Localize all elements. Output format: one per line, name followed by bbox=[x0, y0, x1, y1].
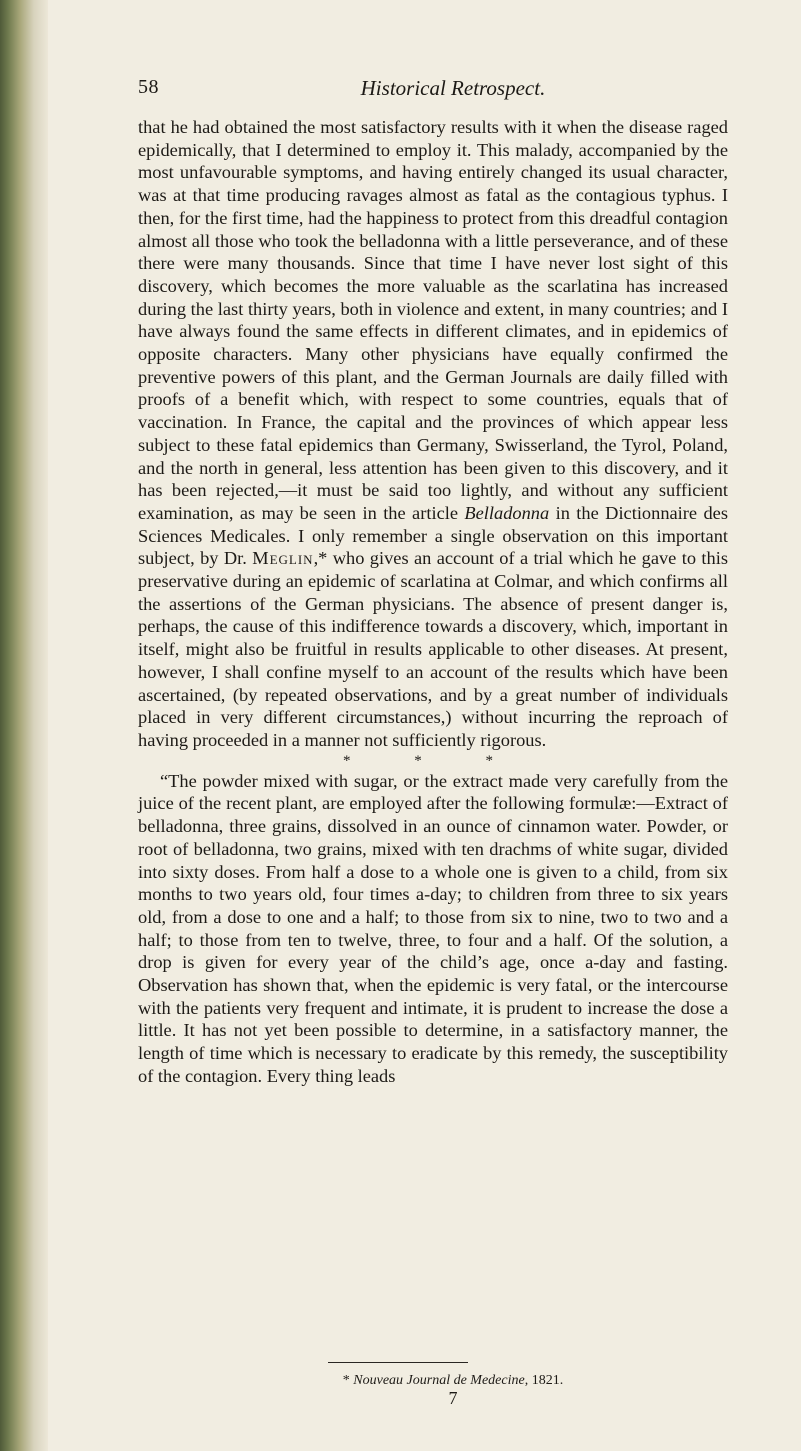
page-number: 58 bbox=[138, 76, 159, 98]
binding-spine bbox=[0, 0, 48, 1451]
footnote-year: , 1821. bbox=[524, 1373, 564, 1388]
paragraph-1-text-b: in the Dictionnaire des Sciences Medicales. I only remember a single observation on this important subject, by Dr. bbox=[138, 502, 728, 569]
footnote-source: Nouveau Journal de Medecine bbox=[353, 1373, 525, 1388]
running-head: Historical Retrospect. bbox=[360, 76, 546, 100]
footnote bbox=[138, 1373, 728, 1389]
paragraph-1-text-c: ,* who gives an account of a trial which he gave to this preservative during an epidemic of scarlatina at Colmar, and which confirms all the assertions of the German physicians. The absence of present danger is, perhaps, the cause of this indifference towards a discovery, which, important in itself, might also be fruitful in results applicable to other diseases. At present, however, I shall confine myself to an account of the results which have been ascertained, (by repeated observations, and by a great number of individuals placed in very different circumstances,) without incurring the reproach of having proceeded in a manner not sufficiently rigorous. bbox=[138, 548, 728, 750]
paragraph-1-text: that he had obtained the most satisfactory results with it when the disease raged epidemically, that I determined to employ it. This malady, accompanied by the most unfavourable symptoms, and having entirely changed its usual character, was at that time producing ravages almost as fatal as the contagious typhus. I then, for the first time, had the happiness to protect from this dreadful contagion almost all those who took the belladonna with a little perseverance, and of these there were many thousands. Since that time I have never lost sight of this discovery, which becomes the more valuable as the scarlatina has increased during the last thirty years, both in violence and extent, in many countries; and I have always found the same effects in different climates, and in epidemics of opposite characters. Many other physicians have equally confirmed the preventive powers of this plant, and the German Journals are daily filled with proofs of a benefit which, with respect to some countries, equals that of vaccination. In France, the capital and the provinces of which appear less subject to these fatal epidemics than Germany, Swisserland, the Tyrol, Poland, and the north in general, less attention has been given to this discovery, and it has been rejected,—it must be said too lightly, and without any sufficient examination, as may be seen in the article bbox=[138, 117, 728, 523]
footnote-rule bbox=[328, 1362, 468, 1363]
paragraph-quote: “The powder mixed with sugar, or the extract made very carefully from the juice of the recent plant, are employed after the following formulæ:—Extract of belladonna, three grains, dissolved in an ounce of cinnamon water. Powder, or root of belladonna, two grains, mixed with ten drachms of white sugar, divided into sixty doses. From half a dose to a whole one is given to a child, from six months to two years old, four times a-day; to children from three to six years old, from a dose to one and a half; to those from six to nine, two to two and a half; to those from ten to twelve, three, to four and a half. Of the solution, a drop is given for every year of the child’s age, once a-day and fasting. Observation has shown that, when the epidemic is very fatal, or the intercourse with the patients very frequent and intimate, it is prudent to increase the dose a little. It has not yet been possible to determine, in a satisfactory manner, the length of time which is necessary to eradicate by this remedy, the susceptibility of the contagion. Every thing leads bbox=[138, 770, 728, 1086]
author-name: Meglin bbox=[252, 548, 314, 569]
asterism: * * * bbox=[343, 752, 523, 769]
footnote-area bbox=[138, 1362, 728, 1407]
signature-mark: 7 bbox=[448, 1388, 458, 1408]
body-text bbox=[138, 116, 728, 1088]
paragraph-continued bbox=[138, 116, 728, 752]
italic-term: Belladonna bbox=[464, 502, 550, 523]
footnote-marker: * bbox=[342, 1373, 354, 1388]
page-header bbox=[138, 76, 728, 106]
